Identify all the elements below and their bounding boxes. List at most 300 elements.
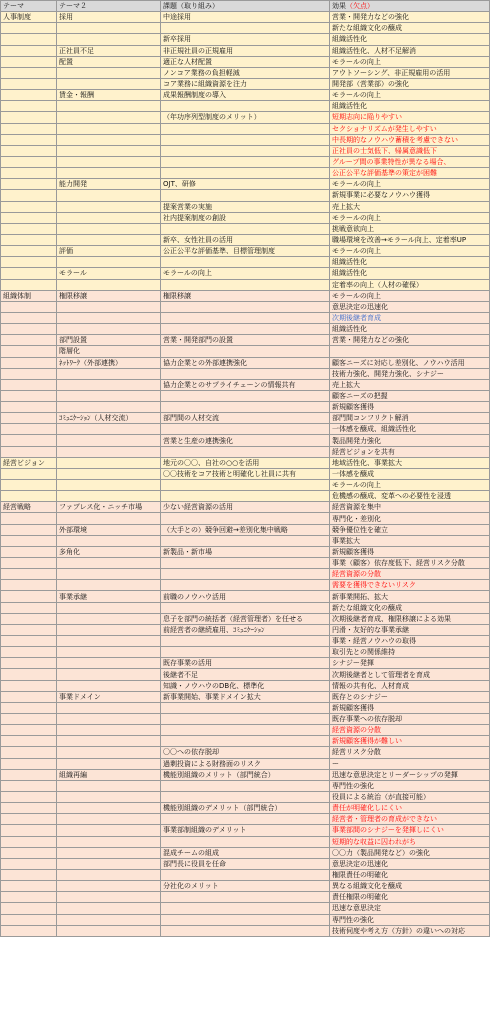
cell-theme2[interactable] xyxy=(57,624,161,635)
cell-theme[interactable] xyxy=(1,45,57,56)
cell-theme[interactable] xyxy=(1,390,57,401)
cell-effect[interactable]: シナジー発揮 xyxy=(330,658,490,669)
cell-effect[interactable]: 短期志向に陥りやすい xyxy=(330,112,490,123)
cell-effect[interactable]: 役員による統治（が直接可能） xyxy=(330,791,490,802)
cell-issue[interactable]: 社内提案制度の創設 xyxy=(161,212,330,223)
cell-theme[interactable] xyxy=(1,480,57,491)
cell-effect[interactable]: 挑戦意欲向上 xyxy=(330,223,490,234)
cell-theme2[interactable]: ｺﾐｭﾆｹｰｼｮﾝ（人材交流） xyxy=(57,413,161,424)
cell-theme[interactable] xyxy=(1,869,57,880)
cell-issue[interactable] xyxy=(161,491,330,502)
cell-theme[interactable] xyxy=(1,156,57,167)
cell-issue[interactable]: 中途採用 xyxy=(161,12,330,23)
cell-theme[interactable]: 経営戦略 xyxy=(1,502,57,513)
cell-theme[interactable] xyxy=(1,914,57,925)
cell-theme2[interactable] xyxy=(57,212,161,223)
cell-effect[interactable]: 開発部（営業部）の強化 xyxy=(330,78,490,89)
cell-theme2[interactable]: 正社員不足 xyxy=(57,45,161,56)
cell-issue[interactable] xyxy=(161,513,330,524)
cell-theme[interactable] xyxy=(1,23,57,34)
cell-theme[interactable] xyxy=(1,569,57,580)
cell-theme[interactable] xyxy=(1,279,57,290)
cell-issue[interactable] xyxy=(161,324,330,335)
cell-effect[interactable]: 意思決定の迅速化 xyxy=(330,858,490,869)
cell-theme2[interactable] xyxy=(57,602,161,613)
cell-theme[interactable] xyxy=(1,680,57,691)
cell-theme[interactable] xyxy=(1,524,57,535)
cell-theme2[interactable] xyxy=(57,535,161,546)
cell-effect[interactable]: 情報の共有化、人材育成 xyxy=(330,680,490,691)
cell-theme2[interactable]: ﾈｯﾄﾜｰｸ（外部連携） xyxy=(57,357,161,368)
cell-theme[interactable] xyxy=(1,413,57,424)
cell-effect[interactable]: 次期後継者として管理者を育成 xyxy=(330,669,490,680)
cell-issue[interactable]: （年功序列型制度のメリット） xyxy=(161,112,330,123)
cell-issue[interactable]: 協力企業との外部連携強化 xyxy=(161,357,330,368)
cell-effect[interactable]: 一体感を醸成 xyxy=(330,468,490,479)
cell-theme2[interactable] xyxy=(57,168,161,179)
cell-theme[interactable]: 組織体制 xyxy=(1,290,57,301)
cell-effect[interactable]: 責任が明確化しにくい xyxy=(330,803,490,814)
cell-effect[interactable]: 売上拡大 xyxy=(330,201,490,212)
cell-theme2[interactable]: 能力開発 xyxy=(57,179,161,190)
cell-theme[interactable] xyxy=(1,234,57,245)
cell-theme[interactable] xyxy=(1,34,57,45)
cell-issue[interactable]: 前経営者の継続雇用、ｺﾐｭﾆｹｰｼｮﾝ xyxy=(161,624,330,635)
cell-theme2[interactable] xyxy=(57,780,161,791)
cell-effect[interactable]: 新たな組織文化の醸成 xyxy=(330,23,490,34)
cell-theme2[interactable] xyxy=(57,390,161,401)
cell-theme[interactable] xyxy=(1,179,57,190)
cell-issue[interactable] xyxy=(161,836,330,847)
cell-issue[interactable] xyxy=(161,869,330,880)
cell-effect[interactable]: 需要を獲得できないリスク xyxy=(330,580,490,591)
cell-theme2[interactable] xyxy=(57,23,161,34)
cell-effect[interactable]: 危機感の醸成、変革への必要性を浸透 xyxy=(330,491,490,502)
cell-theme[interactable] xyxy=(1,758,57,769)
cell-effect[interactable]: 短期的な収益に囚われがち xyxy=(330,836,490,847)
cell-issue[interactable]: 公正公平な評価基準、目標管理制度 xyxy=(161,246,330,257)
cell-theme2[interactable] xyxy=(57,468,161,479)
cell-theme2[interactable] xyxy=(57,312,161,323)
cell-issue[interactable] xyxy=(161,780,330,791)
cell-theme2[interactable] xyxy=(57,925,161,936)
cell-theme2[interactable] xyxy=(57,279,161,290)
cell-theme[interactable] xyxy=(1,691,57,702)
cell-effect[interactable]: 既存とのシナジー xyxy=(330,691,490,702)
cell-theme[interactable] xyxy=(1,357,57,368)
cell-issue[interactable]: 協力企業とのサプライチェーンの情報共有 xyxy=(161,379,330,390)
cell-issue[interactable]: モラールの向上 xyxy=(161,268,330,279)
cell-theme[interactable] xyxy=(1,78,57,89)
cell-effect[interactable] xyxy=(330,346,490,357)
cell-issue[interactable]: 少ない経営資源の活用 xyxy=(161,502,330,513)
cell-effect[interactable]: 新規顧客獲得 xyxy=(330,546,490,557)
cell-theme2[interactable] xyxy=(57,558,161,569)
cell-theme[interactable] xyxy=(1,379,57,390)
cell-issue[interactable]: 非正規社員の正規雇用 xyxy=(161,45,330,56)
cell-theme2[interactable] xyxy=(57,101,161,112)
cell-issue[interactable] xyxy=(161,903,330,914)
cell-theme[interactable] xyxy=(1,624,57,635)
cell-issue[interactable]: 営業と生産の連携強化 xyxy=(161,435,330,446)
cell-theme2[interactable] xyxy=(57,145,161,156)
cell-issue[interactable]: 〇〇技術をコア技術と明確化し社員に共有 xyxy=(161,468,330,479)
cell-effect[interactable]: 地域活性化、事業拡大 xyxy=(330,457,490,468)
cell-theme[interactable] xyxy=(1,669,57,680)
cell-issue[interactable]: 部門間の人材交流 xyxy=(161,413,330,424)
cell-issue[interactable]: 適正な人材配置 xyxy=(161,56,330,67)
cell-issue[interactable] xyxy=(161,145,330,156)
cell-theme[interactable] xyxy=(1,101,57,112)
cell-theme2[interactable]: 賃金・報酬 xyxy=(57,90,161,101)
header-effect[interactable] xyxy=(330,1,490,12)
cell-theme[interactable] xyxy=(1,324,57,335)
cell-effect[interactable]: 経営資源の分散 xyxy=(330,725,490,736)
cell-theme2[interactable] xyxy=(57,669,161,680)
cell-effect[interactable]: 迅速な意思決定 xyxy=(330,903,490,914)
cell-effect[interactable]: 取引先との関係維持 xyxy=(330,647,490,658)
cell-theme[interactable] xyxy=(1,591,57,602)
cell-issue[interactable] xyxy=(161,346,330,357)
cell-theme2[interactable] xyxy=(57,702,161,713)
cell-theme2[interactable] xyxy=(57,324,161,335)
cell-effect[interactable]: 正社員の士気低下、帰属意識低下 xyxy=(330,145,490,156)
cell-issue[interactable] xyxy=(161,925,330,936)
cell-theme[interactable] xyxy=(1,747,57,758)
cell-effect[interactable]: 組織活性化 xyxy=(330,257,490,268)
cell-effect[interactable]: モラールの向上 xyxy=(330,56,490,67)
cell-issue[interactable] xyxy=(161,257,330,268)
cell-theme2[interactable] xyxy=(57,457,161,468)
cell-theme[interactable] xyxy=(1,123,57,134)
cell-theme[interactable] xyxy=(1,702,57,713)
cell-issue[interactable] xyxy=(161,390,330,401)
cell-issue[interactable]: 混成チームの組成 xyxy=(161,847,330,858)
cell-theme2[interactable] xyxy=(57,223,161,234)
cell-effect[interactable]: 新規顧客獲得 xyxy=(330,402,490,413)
cell-theme2[interactable]: 事業承継 xyxy=(57,591,161,602)
cell-theme2[interactable]: 事業ドメイン xyxy=(57,691,161,702)
cell-issue[interactable] xyxy=(161,535,330,546)
cell-issue[interactable] xyxy=(161,725,330,736)
cell-effect[interactable]: 顧客ニーズの把握 xyxy=(330,390,490,401)
cell-issue[interactable]: 知識・ノウハウのDB化、標準化 xyxy=(161,680,330,691)
cell-theme2[interactable] xyxy=(57,714,161,725)
cell-effect[interactable]: モラールの向上 xyxy=(330,290,490,301)
cell-effect[interactable]: モラールの向上 xyxy=(330,246,490,257)
cell-issue[interactable]: 前職のノウハウ活用 xyxy=(161,591,330,602)
cell-theme2[interactable]: 組織再編 xyxy=(57,769,161,780)
cell-effect[interactable]: 意思決定の迅速化 xyxy=(330,301,490,312)
cell-theme2[interactable] xyxy=(57,491,161,502)
cell-issue[interactable] xyxy=(161,892,330,903)
cell-effect[interactable]: 技術伺度や考え方（方針）の違いへの対応 xyxy=(330,925,490,936)
cell-theme[interactable] xyxy=(1,658,57,669)
cell-theme[interactable] xyxy=(1,602,57,613)
cell-effect[interactable]: 組織活性化、人材不足解消 xyxy=(330,45,490,56)
cell-issue[interactable]: 過剰投資による財務面のリスク xyxy=(161,758,330,769)
cell-theme2[interactable] xyxy=(57,301,161,312)
cell-theme2[interactable] xyxy=(57,123,161,134)
cell-issue[interactable] xyxy=(161,101,330,112)
cell-effect[interactable]: 組織活性化 xyxy=(330,324,490,335)
cell-theme2[interactable]: 多角化 xyxy=(57,546,161,557)
cell-theme[interactable] xyxy=(1,223,57,234)
cell-theme2[interactable] xyxy=(57,379,161,390)
cell-theme2[interactable] xyxy=(57,803,161,814)
cell-effect[interactable]: 新規顧客獲得が難しい xyxy=(330,736,490,747)
cell-issue[interactable]: 新卒採用 xyxy=(161,34,330,45)
cell-theme2[interactable]: 権限移譲 xyxy=(57,290,161,301)
cell-issue[interactable]: 事業部制組織のデメリット xyxy=(161,825,330,836)
cell-effect[interactable]: ー xyxy=(330,758,490,769)
cell-effect[interactable]: 組織活性化 xyxy=(330,268,490,279)
cell-theme[interactable] xyxy=(1,580,57,591)
cell-issue[interactable]: ノンコア業務の負担軽減 xyxy=(161,67,330,78)
cell-effect[interactable]: 部門間コンフリクト解消 xyxy=(330,413,490,424)
cell-effect[interactable]: 既存事業への依存脱却 xyxy=(330,714,490,725)
cell-theme[interactable] xyxy=(1,56,57,67)
cell-issue[interactable] xyxy=(161,814,330,825)
cell-issue[interactable]: （大手との）競争回避→差別化集中戦略 xyxy=(161,524,330,535)
cell-theme2[interactable] xyxy=(57,858,161,869)
cell-theme[interactable] xyxy=(1,814,57,825)
cell-effect[interactable]: 一体感を醸成、組織活性化 xyxy=(330,424,490,435)
cell-theme[interactable] xyxy=(1,791,57,802)
cell-effect[interactable]: 事業部間のシナジーを発揮しにくい xyxy=(330,825,490,836)
cell-issue[interactable]: 成果報酬制度の導入 xyxy=(161,90,330,101)
cell-issue[interactable]: 権限移譲 xyxy=(161,290,330,301)
cell-issue[interactable] xyxy=(161,580,330,591)
cell-theme2[interactable] xyxy=(57,78,161,89)
cell-theme[interactable] xyxy=(1,67,57,78)
cell-effect[interactable]: 次期後継者育成 xyxy=(330,312,490,323)
cell-theme[interactable] xyxy=(1,858,57,869)
cell-theme2[interactable] xyxy=(57,903,161,914)
cell-theme[interactable] xyxy=(1,145,57,156)
cell-effect[interactable]: 事業拡大 xyxy=(330,535,490,546)
cell-theme[interactable] xyxy=(1,803,57,814)
cell-issue[interactable] xyxy=(161,190,330,201)
cell-effect[interactable]: 次期後継者育成、権限移譲による効果 xyxy=(330,613,490,624)
cell-theme[interactable] xyxy=(1,546,57,557)
cell-theme[interactable]: 経営ビジョン xyxy=(1,457,57,468)
cell-theme2[interactable] xyxy=(57,513,161,524)
cell-theme[interactable] xyxy=(1,903,57,914)
cell-theme2[interactable] xyxy=(57,190,161,201)
cell-theme[interactable] xyxy=(1,90,57,101)
cell-theme[interactable] xyxy=(1,468,57,479)
cell-effect[interactable]: 円滑・友好的な事業承継 xyxy=(330,624,490,635)
header-issue[interactable]: 課題（取り組み） xyxy=(161,1,330,12)
cell-effect[interactable]: 営業・開発力などの強化 xyxy=(330,335,490,346)
header-theme[interactable]: テーマ xyxy=(1,1,57,12)
cell-effect[interactable]: モラールの向上 xyxy=(330,212,490,223)
cell-theme[interactable] xyxy=(1,825,57,836)
cell-issue[interactable]: 既存事業の活用 xyxy=(161,658,330,669)
cell-theme[interactable] xyxy=(1,446,57,457)
cell-theme[interactable] xyxy=(1,925,57,936)
cell-theme2[interactable] xyxy=(57,156,161,167)
cell-issue[interactable] xyxy=(161,424,330,435)
cell-theme2[interactable] xyxy=(57,67,161,78)
cell-effect[interactable]: セクショナリズムが発生しやすい xyxy=(330,123,490,134)
cell-effect[interactable]: モラールの向上 xyxy=(330,480,490,491)
cell-theme2[interactable] xyxy=(57,480,161,491)
cell-theme2[interactable] xyxy=(57,580,161,591)
cell-issue[interactable] xyxy=(161,914,330,925)
cell-theme[interactable] xyxy=(1,847,57,858)
cell-effect[interactable]: 定着率の向上（人材の確保） xyxy=(330,279,490,290)
cell-issue[interactable] xyxy=(161,702,330,713)
cell-theme[interactable] xyxy=(1,335,57,346)
cell-theme2[interactable] xyxy=(57,881,161,892)
cell-theme2[interactable] xyxy=(57,758,161,769)
cell-issue[interactable]: 後継者不足 xyxy=(161,669,330,680)
cell-theme[interactable] xyxy=(1,881,57,892)
cell-theme2[interactable] xyxy=(57,914,161,925)
cell-issue[interactable] xyxy=(161,736,330,747)
cell-theme2[interactable] xyxy=(57,636,161,647)
cell-issue[interactable] xyxy=(161,123,330,134)
cell-theme2[interactable] xyxy=(57,446,161,457)
cell-issue[interactable]: 部門長に役員を任命 xyxy=(161,858,330,869)
cell-theme[interactable] xyxy=(1,647,57,658)
cell-theme[interactable] xyxy=(1,212,57,223)
cell-issue[interactable] xyxy=(161,446,330,457)
cell-theme2[interactable] xyxy=(57,424,161,435)
cell-theme[interactable] xyxy=(1,346,57,357)
cell-theme[interactable] xyxy=(1,636,57,647)
cell-theme2[interactable] xyxy=(57,736,161,747)
cell-issue[interactable] xyxy=(161,791,330,802)
cell-theme2[interactable]: 配置 xyxy=(57,56,161,67)
cell-issue[interactable]: 分社化のメリット xyxy=(161,881,330,892)
cell-issue[interactable]: 新卒、女性社員の活用 xyxy=(161,234,330,245)
cell-effect[interactable]: 職場環境を改善→モラール向上、定着率UP xyxy=(330,234,490,245)
cell-theme[interactable] xyxy=(1,402,57,413)
cell-theme[interactable] xyxy=(1,268,57,279)
cell-effect[interactable]: 新規事業に必要なノウハウ獲得 xyxy=(330,190,490,201)
cell-issue[interactable]: コア業務に組織資源を注力 xyxy=(161,78,330,89)
cell-effect[interactable]: 経営者・管理者の育成ができない xyxy=(330,814,490,825)
cell-issue[interactable] xyxy=(161,301,330,312)
cell-theme[interactable] xyxy=(1,714,57,725)
cell-effect[interactable]: グループ間の事業特性が異なる場合、 xyxy=(330,156,490,167)
cell-effect[interactable]: 経営リスク分散 xyxy=(330,747,490,758)
cell-issue[interactable] xyxy=(161,402,330,413)
cell-issue[interactable]: 提案営業の実施 xyxy=(161,201,330,212)
cell-effect[interactable]: 経営資源の分散 xyxy=(330,569,490,580)
cell-effect[interactable]: 新事業開拓、拡大 xyxy=(330,591,490,602)
cell-issue[interactable]: 営業・開発部門の設置 xyxy=(161,335,330,346)
cell-effect[interactable]: モラールの向上 xyxy=(330,90,490,101)
cell-theme[interactable] xyxy=(1,558,57,569)
cell-issue[interactable] xyxy=(161,714,330,725)
cell-theme[interactable] xyxy=(1,190,57,201)
cell-theme2[interactable] xyxy=(57,791,161,802)
cell-theme[interactable] xyxy=(1,257,57,268)
cell-theme2[interactable]: 部門設置 xyxy=(57,335,161,346)
cell-theme2[interactable]: 外部環境 xyxy=(57,524,161,535)
cell-theme2[interactable] xyxy=(57,201,161,212)
cell-theme2[interactable] xyxy=(57,647,161,658)
cell-theme2[interactable]: 階層化 xyxy=(57,346,161,357)
cell-theme[interactable] xyxy=(1,312,57,323)
cell-theme2[interactable]: ファブレス化・ニッチ市場 xyxy=(57,502,161,513)
cell-issue[interactable]: 地元の〇〇、自社の○○を活用 xyxy=(161,457,330,468)
cell-issue[interactable] xyxy=(161,368,330,379)
cell-theme[interactable] xyxy=(1,836,57,847)
cell-issue[interactable] xyxy=(161,168,330,179)
cell-theme[interactable] xyxy=(1,134,57,145)
cell-issue[interactable] xyxy=(161,602,330,613)
cell-theme2[interactable] xyxy=(57,112,161,123)
cell-issue[interactable] xyxy=(161,223,330,234)
cell-effect[interactable]: 公正公平な評価基準の策定が困難 xyxy=(330,168,490,179)
cell-issue[interactable] xyxy=(161,23,330,34)
cell-effect[interactable]: 製品開発力強化 xyxy=(330,435,490,446)
cell-effect[interactable]: 経営資源を集中 xyxy=(330,502,490,513)
cell-issue[interactable]: 機能別組織のメリット（部門統合） xyxy=(161,769,330,780)
cell-issue[interactable] xyxy=(161,279,330,290)
cell-theme2[interactable] xyxy=(57,747,161,758)
cell-theme[interactable] xyxy=(1,491,57,502)
cell-theme2[interactable] xyxy=(57,569,161,580)
cell-effect[interactable]: 顧客ニーズに対応し差別化、ノウハウ活用 xyxy=(330,357,490,368)
cell-theme[interactable] xyxy=(1,424,57,435)
cell-theme2[interactable] xyxy=(57,680,161,691)
cell-effect[interactable]: 迅速な意思決定とリーダーシップの発揮 xyxy=(330,769,490,780)
cell-theme2[interactable] xyxy=(57,825,161,836)
cell-theme[interactable] xyxy=(1,613,57,624)
cell-issue[interactable] xyxy=(161,558,330,569)
cell-issue[interactable]: 機能別組織のデメリット（部門統合） xyxy=(161,803,330,814)
cell-effect[interactable]: 組織活性化 xyxy=(330,34,490,45)
cell-theme[interactable]: 人事制度 xyxy=(1,12,57,23)
cell-theme[interactable] xyxy=(1,168,57,179)
cell-theme[interactable] xyxy=(1,246,57,257)
cell-effect[interactable]: 組織活性化 xyxy=(330,101,490,112)
cell-theme2[interactable] xyxy=(57,814,161,825)
cell-issue[interactable]: 〇〇への依存脱却 xyxy=(161,747,330,758)
cell-effect[interactable]: 専門性の強化 xyxy=(330,780,490,791)
cell-theme[interactable] xyxy=(1,892,57,903)
cell-theme2[interactable] xyxy=(57,368,161,379)
cell-effect[interactable]: アウトソーシング、非正規雇用の活用 xyxy=(330,67,490,78)
cell-theme2[interactable] xyxy=(57,402,161,413)
cell-issue[interactable] xyxy=(161,647,330,658)
cell-theme[interactable] xyxy=(1,368,57,379)
cell-theme[interactable] xyxy=(1,780,57,791)
cell-theme2[interactable] xyxy=(57,892,161,903)
cell-theme2[interactable] xyxy=(57,134,161,145)
cell-theme2[interactable] xyxy=(57,234,161,245)
cell-effect[interactable]: 競争優位性を確立 xyxy=(330,524,490,535)
cell-issue[interactable]: OJT、研修 xyxy=(161,179,330,190)
cell-theme2[interactable] xyxy=(57,836,161,847)
cell-issue[interactable] xyxy=(161,312,330,323)
cell-effect[interactable]: 異なる組織文化を醸成 xyxy=(330,881,490,892)
cell-effect[interactable]: モラールの向上 xyxy=(330,179,490,190)
cell-theme2[interactable] xyxy=(57,847,161,858)
cell-effect[interactable]: 新たな組織文化の醸成 xyxy=(330,602,490,613)
cell-theme[interactable] xyxy=(1,725,57,736)
cell-theme[interactable] xyxy=(1,513,57,524)
cell-issue[interactable]: 息子を部門の統括者（経営管理者）を任せる xyxy=(161,613,330,624)
cell-theme2[interactable]: 評価 xyxy=(57,246,161,257)
cell-theme2[interactable] xyxy=(57,435,161,446)
